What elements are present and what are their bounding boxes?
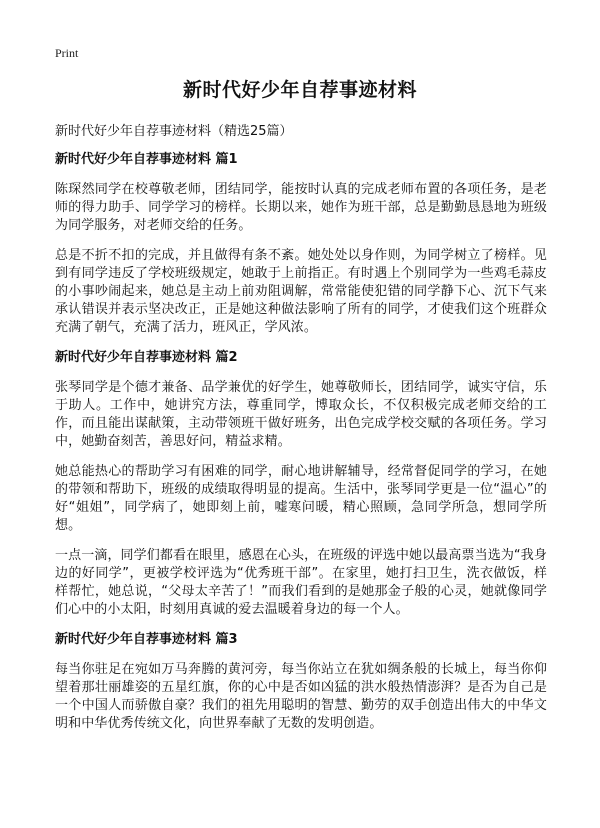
paragraph: 总是不折不扣的完成，并且做得有条不紊。她处处以身作则，为同学树立了榜样。见到有同学违反了学校班级规定，她敢于上前指正。有时遇上个别同学为一些鸡毛蒜皮的小事吵闹起来，她总是主动上前劝阻调解，常常能使犯错的同学静下心、沉下气来承认错误并表示坚决改正，正是她这种做法影响了所有的同学，才使我们这个班群众充满了朝气，充满了活力，班风正，学风浓。 (55, 248, 547, 335)
print-link[interactable]: Print (55, 46, 79, 60)
paragraph: 一点一滴，同学们都看在眼里，感恩在心头，在班级的评选中她以最高票当选为“我身边的好同学”，更被学校评选为“优秀班干部”。在家里，她打扫卫生，洗衣做饭，样样帮忙，她总说，“父母太辛苦了！”而我们看到的是她那金子般的心灵，她就像同学们心中的小太阳，时刻用真诚的爱去温暖着身边的每一个人。 (55, 548, 547, 617)
page-title: 新时代好少年自荐事迹材料 (182, 79, 417, 101)
paragraph: 每当你驻足在宛如万马奔腾的黄河旁，每当你站立在犹如绸条般的长城上，每当你仰望着那壮丽雄姿的五星红旗，你的心中是否如凶猛的洪水般热情澎湃？是否为自己是一个中国人而骄傲自豪？我们的祖先用聪明的智慧、勤劳的双手创造出伟大的中华文明和中华优秀传统文化，向世界奉献了无数的发明创造。 (55, 662, 547, 731)
section-3 (55, 631, 547, 733)
section-heading: 新时代好少年自荐事迹材料 篇2 (55, 350, 238, 365)
paragraph: 陈琛然同学在校尊敬老师，团结同学，能按时认真的完成老师布置的各项任务，是老师的得力助手、同学学习的榜样。长期以来，她作为班干部，总是勤勤恳恳地为班级为同学服务，对老师交给的任务。 (55, 182, 547, 233)
section-heading: 新时代好少年自荐事迹材料 篇3 (55, 632, 238, 647)
paragraph: 她总能热心的帮助学习有困难的同学，耐心地讲解辅导，经常督促同学的学习，在她的带领和帮助下，班级的成绩取得明显的提高。生活中，张琴同学更是一位“温心”的好“姐姐”，同学病了，她即刻上前，嘘寒问暖，精心照顾，急同学所急，想同学所想。 (55, 464, 547, 533)
section-heading: 新时代好少年自荐事迹材料 篇1 (55, 152, 238, 167)
page-subtitle: 新时代好少年自荐事迹材料（精选25篇） (55, 124, 293, 139)
section-1 (55, 151, 547, 337)
section-2 (55, 349, 547, 619)
article-content (55, 151, 547, 745)
paragraph: 张琴同学是个德才兼备、品学兼优的好学生，她尊敬师长，团结同学，诚实守信，乐于助人。工作中，她讲究方法，尊重同学，博取众长，不仅积极完成老师交给的工作，而且能出谋献策，主动带领班干做好班务，出色完成学校交赋的各项任务。学习中，她勤奋刻苦，善思好问，精益求精。 (55, 380, 547, 449)
